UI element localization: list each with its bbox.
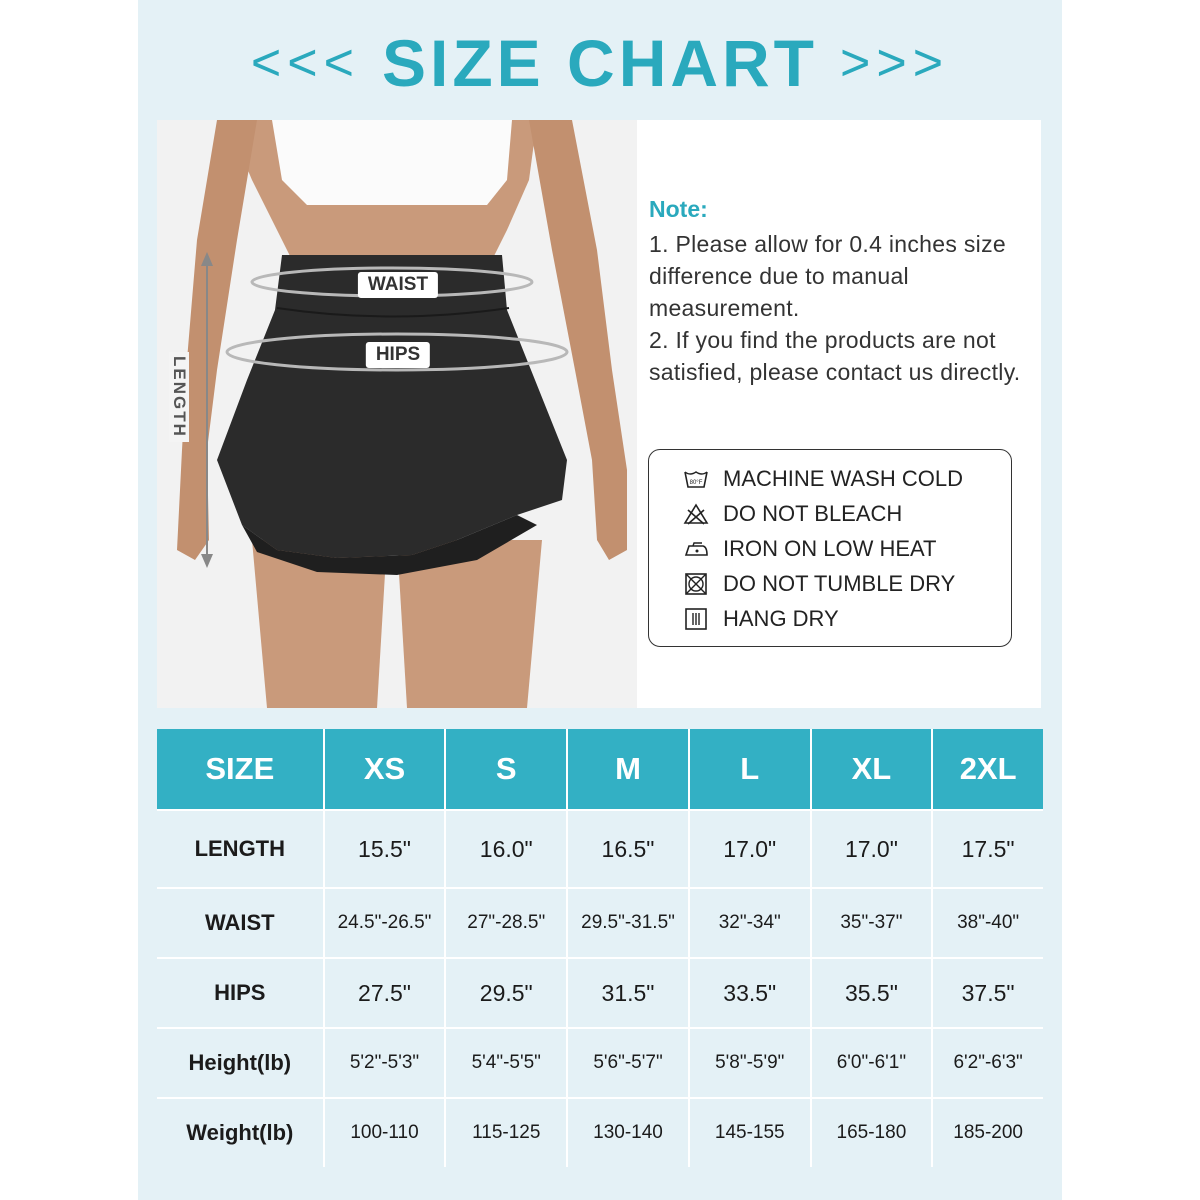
title-left-arrows: <<< xyxy=(250,34,360,92)
table-cell: 6'2"-6'3" xyxy=(933,1029,1043,1099)
length-label: LENGTH xyxy=(169,352,189,442)
table-row-waist xyxy=(157,889,1043,959)
header-2xl: 2XL xyxy=(933,729,1043,811)
care-instructions xyxy=(648,449,1012,647)
no-bleach-icon xyxy=(683,502,709,526)
note-line-1: 1. Please allow for 0.4 inches size difference due to manual measurement. xyxy=(649,231,1006,321)
header-xs: XS xyxy=(325,729,447,811)
header-xl: XL xyxy=(812,729,934,811)
size-table xyxy=(157,729,1043,1167)
title-text: SIZE CHART xyxy=(382,26,818,100)
table-cell: 35.5" xyxy=(812,959,934,1029)
table-cell: 37.5" xyxy=(933,959,1043,1029)
table-row-hips xyxy=(157,959,1043,1029)
table-cell: 5'8"-5'9" xyxy=(690,1029,812,1099)
row-label: Weight(lb) xyxy=(157,1099,325,1167)
info-section xyxy=(157,120,1041,708)
table-cell: 115-125 xyxy=(446,1099,568,1167)
table-header-row xyxy=(157,729,1043,811)
table-row-weight xyxy=(157,1099,1043,1167)
table-cell: 27"-28.5" xyxy=(446,889,568,959)
title-right-arrows: >>> xyxy=(840,34,950,92)
care-label-bleach: DO NOT BLEACH xyxy=(723,501,903,527)
row-label: HIPS xyxy=(157,959,325,1029)
table-cell: 145-155 xyxy=(690,1099,812,1167)
waist-label: WAIST xyxy=(358,272,438,298)
table-cell: 6'0"-6'1" xyxy=(812,1029,934,1099)
care-label-hang: HANG DRY xyxy=(723,605,839,631)
row-label: Height(lb) xyxy=(157,1029,325,1099)
note-body xyxy=(649,228,1021,388)
wash-30-icon xyxy=(683,467,709,491)
model-photo xyxy=(157,120,637,708)
care-label-iron: IRON ON LOW HEAT xyxy=(723,535,937,561)
table-cell: 17.0" xyxy=(812,811,934,889)
table-cell: 165-180 xyxy=(812,1099,934,1167)
table-cell: 16.0" xyxy=(446,811,568,889)
row-label: LENGTH xyxy=(157,811,325,889)
page-title xyxy=(138,18,1062,108)
table-cell: 5'6"-5'7" xyxy=(568,1029,690,1099)
table-cell: 24.5"-26.5" xyxy=(325,889,447,959)
table-cell: 100-110 xyxy=(325,1099,447,1167)
table-cell: 33.5" xyxy=(690,959,812,1029)
table-cell: 38"-40" xyxy=(933,889,1043,959)
table-cell: 5'2"-5'3" xyxy=(325,1029,447,1099)
table-row-height xyxy=(157,1029,1043,1099)
note-line-2: 2. If you find the products are not satisfied, please contact us directly. xyxy=(649,327,1021,385)
header-s: S xyxy=(446,729,568,811)
no-tumble-dry-icon xyxy=(683,572,709,596)
care-item xyxy=(683,566,1011,601)
hang-dry-icon xyxy=(683,607,709,631)
care-item xyxy=(683,532,1011,567)
table-cell: 32"-34" xyxy=(690,889,812,959)
header-m: M xyxy=(568,729,690,811)
table-cell: 31.5" xyxy=(568,959,690,1029)
care-label-wash: MACHINE WASH COLD xyxy=(723,466,963,492)
care-item xyxy=(683,601,1011,636)
header-size: SIZE xyxy=(157,729,325,811)
table-cell: 27.5" xyxy=(325,959,447,1029)
table-cell: 17.0" xyxy=(690,811,812,889)
header-l: L xyxy=(690,729,812,811)
table-cell: 5'4"-5'5" xyxy=(446,1029,568,1099)
table-cell: 15.5" xyxy=(325,811,447,889)
care-item xyxy=(683,462,1011,497)
table-cell: 35"-37" xyxy=(812,889,934,959)
row-label: WAIST xyxy=(157,889,325,959)
svg-text:80°F: 80°F xyxy=(689,480,703,487)
model-illustration xyxy=(157,120,637,708)
table-cell: 29.5" xyxy=(446,959,568,1029)
table-cell: 16.5" xyxy=(568,811,690,889)
care-label-tumble: DO NOT TUMBLE DRY xyxy=(723,570,956,596)
hips-label: HIPS xyxy=(366,342,430,368)
note-heading: Note: xyxy=(649,196,708,222)
care-item xyxy=(683,497,1011,532)
table-cell: 130-140 xyxy=(568,1099,690,1167)
iron-low-icon xyxy=(683,537,709,561)
table-row-length xyxy=(157,811,1043,889)
table-cell: 185-200 xyxy=(933,1099,1043,1167)
table-cell: 17.5" xyxy=(933,811,1043,889)
table-cell: 29.5"-31.5" xyxy=(568,889,690,959)
